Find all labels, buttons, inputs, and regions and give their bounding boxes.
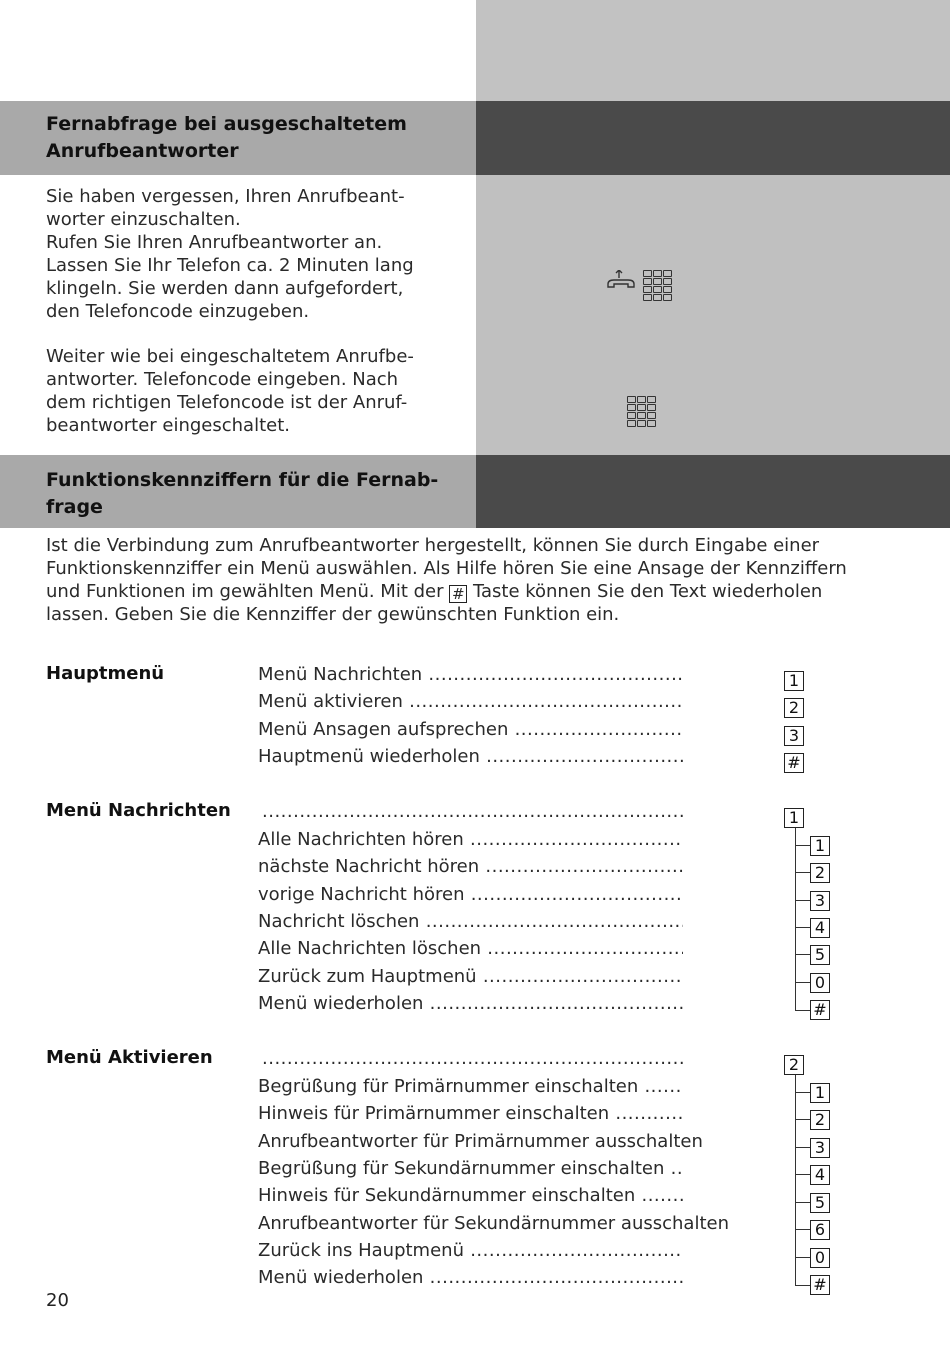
menu-row: vorige Nachricht hören ..... <box>258 883 683 907</box>
dark-band-2 <box>476 455 950 528</box>
key-3-icon: 3 <box>784 726 804 746</box>
key-1-icon: 1 <box>810 836 830 856</box>
hauptmenu-label: Hauptmenü <box>46 663 165 684</box>
key-5-icon: 5 <box>810 945 830 965</box>
key-5-icon: 5 <box>810 1193 830 1213</box>
tree-branch <box>796 1174 810 1175</box>
section2-intro: Ist die Verbindung zum Anrufbeantworter hergestellt, können Sie durch Eingabe einer Funktionskennziffer ein Menü auswählen. Als Hilfe hören Sie eine Ansage der Kennziffern und Funktionen im gewählten Menü. Mit der # Taste können Sie den Text wiederholen lassen. Geben Sie die Kennziffer der gewünschten Funktion ein. <box>46 535 847 625</box>
tree-branch <box>796 1285 810 1286</box>
key-hash-icon: # <box>810 1000 830 1020</box>
menu-row: Hinweis für Sekundärnummer einschalten ..... <box>258 1184 683 1208</box>
tree-branch <box>796 900 810 901</box>
menu-row-dots <box>262 1047 683 1071</box>
tree-line <box>795 1075 796 1286</box>
key-hash-icon: # <box>810 1275 830 1295</box>
menu-row: Menü Ansagen aufsprechen ..... <box>258 718 683 742</box>
nachrichten-label: Menü Nachrichten <box>46 800 231 821</box>
menu-row: Alle Nachrichten löschen ..... <box>258 937 683 961</box>
tree-branch <box>796 1119 810 1120</box>
dark-band-1 <box>476 101 950 175</box>
key-6-icon: 6 <box>810 1220 830 1240</box>
menu-row: Anrufbeantworter für Sekundärnummer ausschalten <box>258 1213 729 1234</box>
keypad-icon <box>643 270 672 301</box>
tree-branch <box>796 1229 810 1230</box>
key-1-icon: 1 <box>784 808 804 828</box>
right-panel-1 <box>476 175 950 455</box>
key-hash-icon: # <box>784 753 804 773</box>
handset-lift-icon <box>606 270 636 294</box>
tree-branch <box>796 982 810 983</box>
key-0-icon: 0 <box>810 1248 830 1268</box>
section1-paragraph-2: Weiter wie bei eingeschaltetem Anrufbe- antworter. Telefoncode eingeben. Nach dem richtigen Telefoncode ist der Anruf- beantworter eingeschaltet. <box>46 346 414 436</box>
section-heading-funktionskennziffern: Funktionskennziffern für die Fernab- frage <box>46 469 439 518</box>
section-heading-fernabfrage: Fernabfrage bei ausgeschaltetem Anrufbeantworter <box>46 113 407 162</box>
key-3-icon: 3 <box>810 891 830 911</box>
menu-row: Hinweis für Primärnummer einschalten ..... <box>258 1102 683 1126</box>
keypad-icon <box>627 396 656 427</box>
menu-row-dots <box>262 800 683 824</box>
section1-paragraph-1: Sie haben vergessen, Ihren Anrufbeant- worter einzuschalten. Rufen Sie Ihren Anrufbeantworter an. Lassen Sie Ihr Telefon ca. 2 Minuten lang klingeln. Sie werden dann aufgefordert, den Telefoncode einzugeben. <box>46 186 414 322</box>
hash-key-icon: # <box>449 585 467 603</box>
key-4-icon: 4 <box>810 1165 830 1185</box>
key-4-icon: 4 <box>810 918 830 938</box>
tree-branch <box>796 954 810 955</box>
tree-branch <box>796 1202 810 1203</box>
menu-row: Zurück ins Hauptmenü ..... <box>258 1239 683 1263</box>
key-2-icon: 2 <box>784 1055 804 1075</box>
tree-branch <box>796 1257 810 1258</box>
tree-branch <box>796 1147 810 1148</box>
key-3-icon: 3 <box>810 1138 830 1158</box>
tree-branch <box>796 845 810 846</box>
key-2-icon: 2 <box>784 698 804 718</box>
tree-line <box>795 828 796 1011</box>
menu-row: Menü wiederholen ..... <box>258 1266 683 1290</box>
key-2-icon: 2 <box>810 1110 830 1130</box>
menu-row: Hauptmenü wiederholen ..... <box>258 745 683 769</box>
key-1-icon: 1 <box>784 671 804 691</box>
menu-row: Alle Nachrichten hören ..... <box>258 828 683 852</box>
tree-branch <box>796 1010 810 1011</box>
menu-row: Anrufbeantworter für Primärnummer ausschalten <box>258 1131 703 1152</box>
menu-row: Menü Nachrichten ..... <box>258 663 683 687</box>
menu-row: Zurück zum Hauptmenü ..... <box>258 965 683 989</box>
menu-row: Nachricht löschen ..... <box>258 910 683 934</box>
key-1-icon: 1 <box>810 1083 830 1103</box>
tree-branch <box>796 1092 810 1093</box>
top-right-panel <box>476 0 950 101</box>
menu-row: nächste Nachricht hören ..... <box>258 855 683 879</box>
menu-row: Menü wiederholen ..... <box>258 992 683 1016</box>
tree-branch <box>796 927 810 928</box>
aktivieren-label: Menü Aktivieren <box>46 1047 213 1068</box>
page-number: 20 <box>46 1290 69 1311</box>
menu-row: Begrüßung für Primärnummer einschalten ..... <box>258 1075 683 1099</box>
key-0-icon: 0 <box>810 973 830 993</box>
menu-row: Menü aktivieren ..... <box>258 690 683 714</box>
tree-branch <box>796 872 810 873</box>
key-2-icon: 2 <box>810 863 830 883</box>
menu-row: Begrüßung für Sekundärnummer einschalten ..... <box>258 1157 683 1181</box>
